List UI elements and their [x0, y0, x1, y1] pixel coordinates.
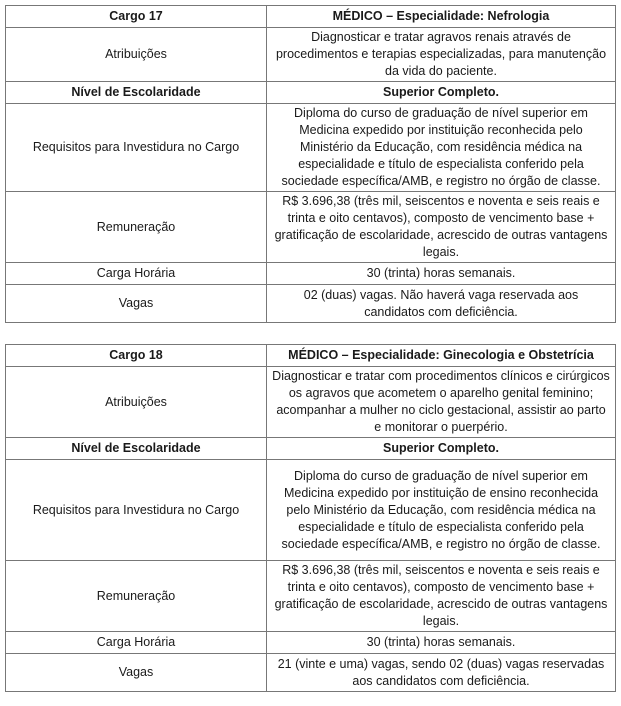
header-row [6, 345, 616, 367]
carga-value: 30 (trinta) horas semanais. [267, 263, 616, 285]
remuneracao-value: R$ 3.696,38 (três mil, seiscentos e noventa e seis reais e trinta e oito centavos), composto de vencimento base + gratificação de escolaridade, acrescido de outras vantagens legais. [267, 192, 616, 263]
remuneracao-value: R$ 3.696,38 (três mil, seiscentos e noventa e seis reais e trinta e oito centavos), composto de vencimento base + gratificação de escolaridade, acrescido de outras vantagens legais. [267, 561, 616, 632]
header-row [6, 6, 616, 28]
cargo-18-table [5, 344, 616, 692]
nivel-label: Nível de Escolaridade [6, 82, 267, 104]
cargo-17-table [5, 5, 616, 323]
atribuicoes-value: Diagnosticar e tratar agravos renais através de procedimentos e terapias especializadas, para manutenção da vida do paciente. [267, 28, 616, 82]
nivel-row [6, 82, 616, 104]
nivel-value: Superior Completo. [267, 438, 616, 460]
atribuicoes-value: Diagnosticar e tratar com procedimentos clínicos e cirúrgicos os agravos que acometem o aparelho genital feminino; acompanhar a mulher no ciclo gestacional, assistir ao parto e monitorar o puerpério. [267, 367, 616, 438]
remuneracao-label: Remuneração [6, 561, 267, 632]
atribuicoes-label: Atribuições [6, 367, 267, 438]
cargo-number: Cargo 17 [6, 6, 267, 28]
requisitos-row [6, 104, 616, 192]
vagas-label: Vagas [6, 285, 267, 323]
nivel-value: Superior Completo. [267, 82, 616, 104]
carga-row [6, 632, 616, 654]
vagas-row [6, 285, 616, 323]
requisitos-value: Diploma do curso de graduação de nível superior em Medicina expedido por instituição reconhecida pelo Ministério da Educação, com residência médica na especialidade e título de especialista conferido pela sociedade específica/AMB, e registro no órgão de classe. [267, 104, 616, 192]
cargo-title: MÉDICO – Especialidade: Nefrologia [267, 6, 616, 28]
remuneracao-label: Remuneração [6, 192, 267, 263]
atribuicoes-row [6, 28, 616, 82]
carga-value: 30 (trinta) horas semanais. [267, 632, 616, 654]
requisitos-row [6, 460, 616, 561]
remuneracao-row [6, 561, 616, 632]
requisitos-label: Requisitos para Investidura no Cargo [6, 460, 267, 561]
cargo-title: MÉDICO – Especialidade: Ginecologia e Obstetrícia [267, 345, 616, 367]
atribuicoes-label: Atribuições [6, 28, 267, 82]
carga-label: Carga Horária [6, 263, 267, 285]
vagas-label: Vagas [6, 654, 267, 692]
remuneracao-row [6, 192, 616, 263]
nivel-row [6, 438, 616, 460]
carga-row [6, 263, 616, 285]
nivel-label: Nível de Escolaridade [6, 438, 267, 460]
cargo-number: Cargo 18 [6, 345, 267, 367]
vagas-value: 02 (duas) vagas. Não haverá vaga reservada aos candidatos com deficiência. [267, 285, 616, 323]
atribuicoes-row [6, 367, 616, 438]
carga-label: Carga Horária [6, 632, 267, 654]
vagas-value: 21 (vinte e uma) vagas, sendo 02 (duas) vagas reservadas aos candidatos com deficiência. [267, 654, 616, 692]
vagas-row [6, 654, 616, 692]
requisitos-label: Requisitos para Investidura no Cargo [6, 104, 267, 192]
requisitos-value: Diploma do curso de graduação de nível superior em Medicina expedido por instituição de ensino reconhecida pelo Ministério da Educação, com residência médica na especialidade e título de especialista conferido pela sociedade específica/AMB, e registro no órgão de classe. [267, 460, 616, 561]
